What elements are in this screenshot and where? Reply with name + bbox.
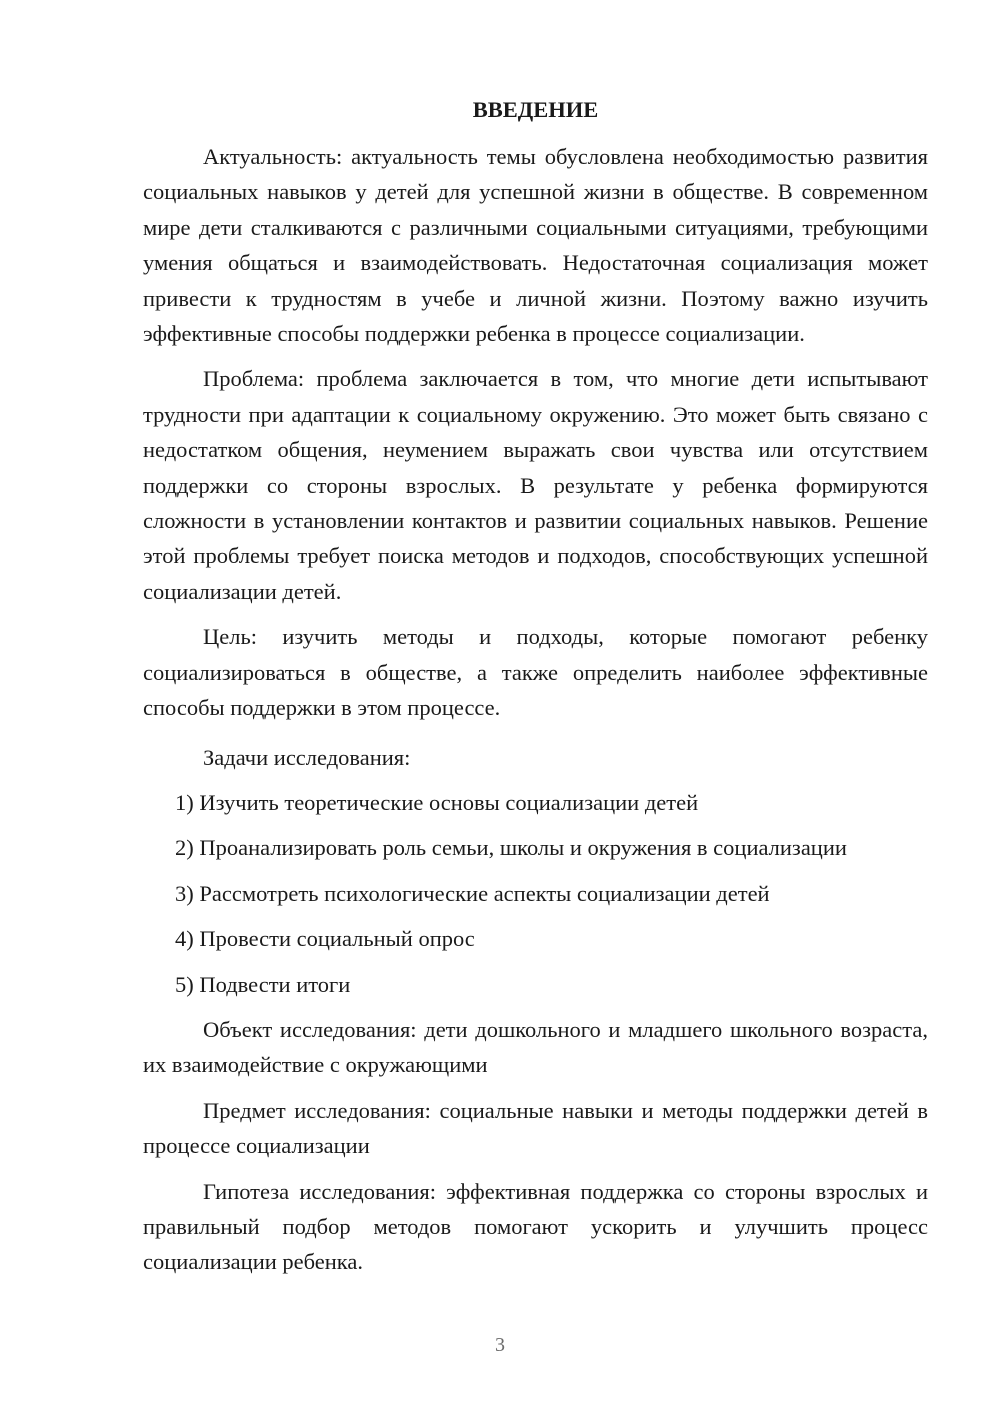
paragraph-subject: Предмет исследования: социальные навыки и методы поддержки детей в процессе социализации bbox=[143, 1097, 928, 1159]
section-title: ВВЕДЕНИЕ bbox=[472, 97, 599, 122]
task-item: 4) Провести социальный опрос bbox=[175, 926, 475, 951]
page-content bbox=[143, 92, 928, 1290]
task-item: 3) Рассмотреть психологические аспекты социализации детей bbox=[175, 880, 770, 906]
task-list bbox=[143, 785, 928, 1002]
task-item: 2) Проанализировать роль семьи, школы и окружения в социализации bbox=[175, 835, 847, 860]
paragraph-goal: Цель: изучить методы и подходы, которые помогают ребенку социализироваться в обществе, а также определить наиболее эффективные способы поддержки в этом процессе. bbox=[143, 624, 928, 721]
task-item: 1) Изучить теоретические основы социализации детей bbox=[175, 789, 699, 815]
paragraph-hypothesis: Гипотеза исследования: эффективная поддержка со стороны взрослых и правильный подбор методов помогают ускорить и улучшить процесс социализации ребенка. bbox=[143, 1178, 928, 1275]
page-number: 3 bbox=[495, 1334, 505, 1356]
paragraph-problem: Проблема: проблема заключается в том, что многие дети испытывают трудности при адаптации к социальному окружению. Это может быть связано с недостатком общения, неумением выражать свои чувства или отсутствием поддержки со стороны взрослых. В результате у ребенка формируются сложности в установлении контактов и развитии социальных навыков. Решение этой проблемы требует поиска методов и подходов, способствующих успешной социализации детей. bbox=[143, 366, 928, 604]
tasks-heading: Задачи исследования: bbox=[203, 744, 411, 770]
paragraph-object: Объект исследования: дети дошкольного и младшего школьного возраста, их взаимодействие с окружающими bbox=[143, 1017, 928, 1078]
paragraph-relevance: Актуальность: актуальность темы обусловлена необходимостью развития социальных навыков у детей для успешной жизни в обществе. В современном мире дети сталкиваются с различными социальными ситуациями, требующими умения общаться и взаимодействовать. Недостаточная социализация может привести к трудностям в учебе и личной жизни. Поэтому важно изучить эффективные способы поддержки ребенка в процессе социализации. bbox=[143, 144, 928, 347]
task-item: 5) Подвести итоги bbox=[175, 971, 351, 997]
